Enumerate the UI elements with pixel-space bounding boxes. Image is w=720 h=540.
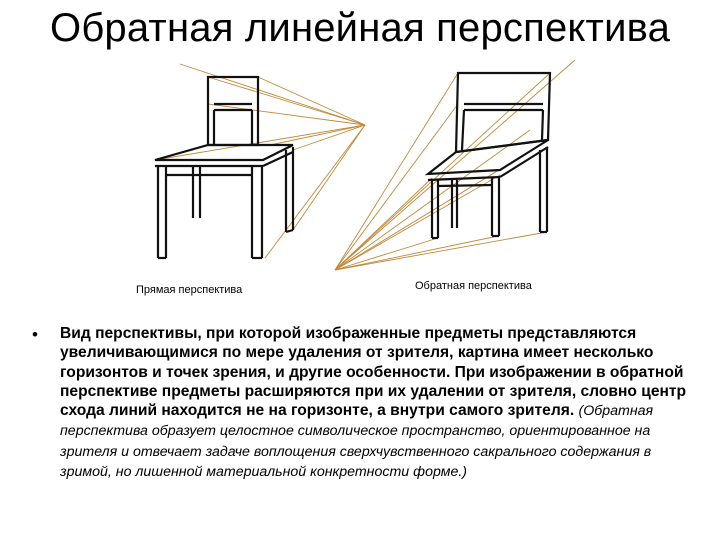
slide-title: Обратная линейная перспектива <box>50 6 671 50</box>
definition-block <box>32 324 704 482</box>
bullet-marker: • <box>32 325 38 344</box>
caption-reverse-perspective: Обратная перспектива <box>415 280 532 292</box>
left-chair <box>155 77 293 258</box>
italic-note: (Обратная перспектива образует целостное символическое пространство, ориентированное на зрителя и отвечает задаче воплощения сверхчувственного сакрального содержания в зримой, но лишенной материальной конкретности форме.) <box>60 403 654 481</box>
definition-paragraph <box>60 324 704 482</box>
caption-direct-perspective: Прямая перспектива <box>136 284 243 296</box>
main-text: Вид перспективы, при которой изображенные предметы представляются увеличивающимися по мере удаления от зрителя, картина имеет несколько горизонтов и точек зрения, и другие особенности. При изображении в обратной перспективе предметы расширяются при их удалении от зрителя, словно центр схода линий находится не на горизонте, а внутри самого зрителя. <box>60 325 687 420</box>
